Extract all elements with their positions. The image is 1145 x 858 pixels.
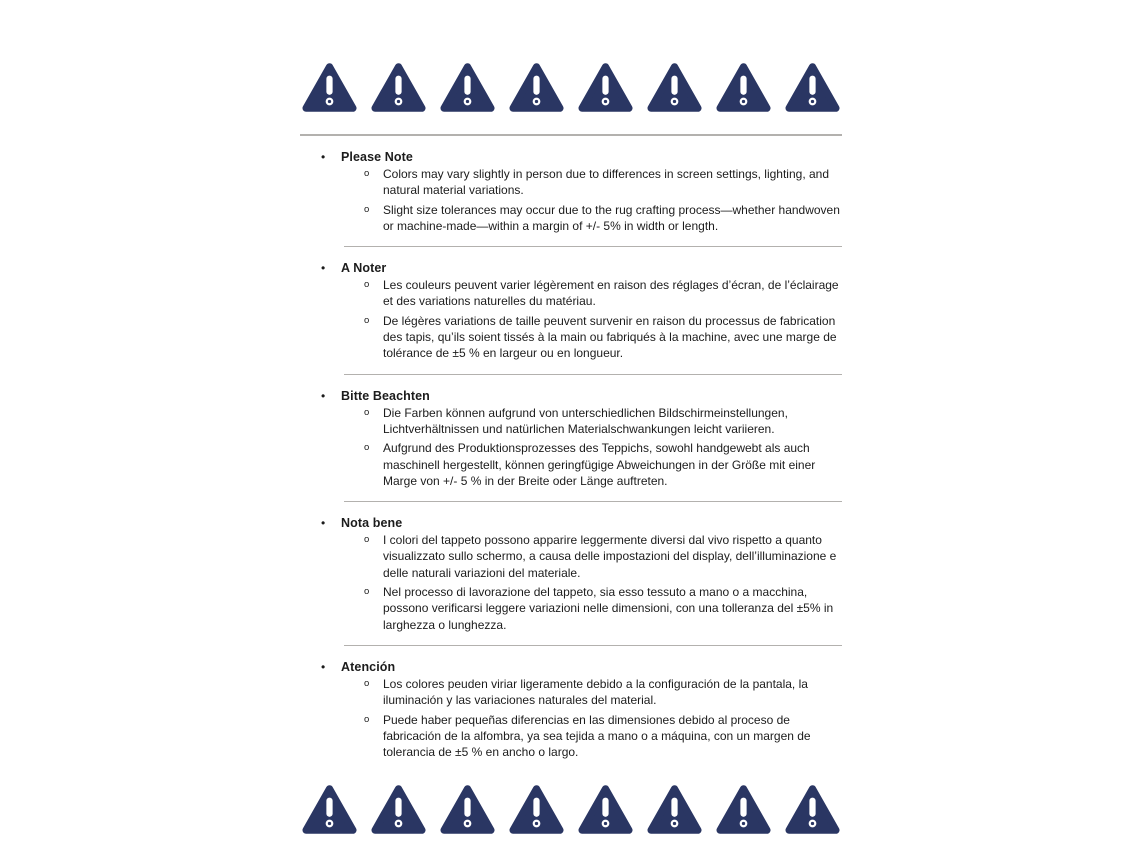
bullet-marker: •	[321, 388, 326, 403]
sub-bullet-marker: o	[364, 534, 370, 546]
bullet-marker: •	[321, 516, 326, 531]
warning-triangle-icon	[509, 784, 564, 835]
list-item-text: Colors may vary slightly in person due to differences in screen settings, lighting, and natural material variations.	[383, 167, 830, 198]
list-item-text: Puede haber pequeñas diferencias en las dimensiones debido al proceso de fabricación de la alfombra, ya sea tejida a mano o a máquina, con un margen de tolerancia de ±5 % en ancho o largo.	[383, 712, 811, 760]
warning-triangle-icon	[647, 784, 702, 835]
section-heading-row	[321, 261, 842, 275]
list-item	[364, 166, 842, 202]
notice-section-italian	[300, 516, 842, 646]
section-heading-row	[321, 150, 842, 164]
list-item	[364, 405, 842, 441]
list-item-text: I colori del tappeto possono apparire leggermente diversi dal vivo rispetto a quanto visualizzato sullo schermo, a causa delle impostazioni del display, dell’illuminazione e delle naturali variazioni del materiale.	[383, 533, 837, 580]
section-divider	[344, 374, 842, 375]
sub-bullet-marker: o	[364, 677, 370, 689]
warning-triangle-icon	[785, 784, 840, 835]
sub-bullet-marker: o	[364, 713, 370, 725]
sub-bullet-marker: o	[364, 586, 370, 598]
list-item	[364, 584, 842, 636]
warning-triangle-icon	[440, 62, 495, 113]
section-heading-row	[321, 660, 842, 674]
warning-triangle-icon	[578, 62, 633, 113]
list-item	[364, 202, 842, 238]
document-content-column	[300, 0, 842, 835]
list-item	[364, 313, 842, 365]
section-heading: A Noter	[341, 261, 387, 276]
warning-triangle-icon	[302, 784, 357, 835]
warning-triangle-icon	[716, 784, 771, 835]
warning-triangle-icon	[647, 62, 702, 113]
top-divider	[300, 134, 842, 136]
warning-icon-row-top	[300, 62, 842, 113]
section-divider	[344, 501, 842, 502]
sub-bullet-marker: o	[364, 168, 370, 179]
list-item	[364, 676, 842, 712]
warning-triangle-icon	[371, 784, 426, 835]
sub-bullet-marker: o	[364, 314, 370, 326]
section-heading-row	[321, 389, 842, 403]
list-item-text: Les couleurs peuvent varier légèrement en raison des réglages d’écran, de l’éclairage et des variations naturelles du matériau.	[383, 278, 839, 309]
warning-triangle-icon	[578, 784, 633, 835]
section-heading: Atención	[341, 659, 396, 674]
warning-icon-row-bottom	[300, 784, 842, 835]
list-item	[364, 440, 842, 492]
list-item	[364, 712, 842, 764]
warning-triangle-icon	[716, 62, 771, 113]
list-item-text: Nel processo di lavorazione del tappeto, sia esso tessuto a mano o a macchina, possono verificarsi leggere variazioni nelle dimensioni, con una tolleranza del ±5% in larghezza o lunghezza.	[383, 585, 834, 632]
list-item-text: Slight size tolerances may occur due to the rug crafting process—whether handwoven or machine-made—within a margin of +/- 5% in width or length.	[383, 202, 840, 233]
warning-triangle-icon	[509, 62, 564, 113]
list-item	[364, 532, 842, 584]
list-item-text: Los colores peuden viriar ligeramente debido a la configuración de la pantala, la iluminación y las variaciones naturales del material.	[383, 676, 808, 708]
section-divider	[344, 645, 842, 646]
warning-triangle-icon	[785, 62, 840, 113]
section-divider	[344, 246, 842, 247]
sub-bullet-marker: o	[364, 442, 370, 454]
section-heading-row	[321, 516, 842, 530]
bullet-marker: •	[321, 150, 326, 164]
notice-section-french	[300, 261, 842, 374]
section-heading: Please Note	[341, 150, 413, 164]
bullet-marker: •	[321, 261, 326, 276]
list-item-text: De légères variations de taille peuvent survenir en raison du processus de fabrication des tapis, qu’ils soient tissés à la main ou fabriqués à la machine, avec une marge de tolérance de ±5 % en largeur ou en longueur.	[383, 313, 837, 361]
list-item-text: Aufgrund des Produktionsprozesses des Teppichs, sowohl handgewebt als auch maschinell hergestellt, können geringfügige Abweichungen in der Größe mit einer Marge von +/- 5 % in der Breite oder Länge auftreten.	[383, 441, 816, 488]
list-item-text: Die Farben können aufgrund von unterschiedlichen Bildschirmeinstellungen, Lichtverhältnissen und natürlichen Materialschwankungen leicht variieren.	[383, 405, 788, 436]
notice-section-spanish	[300, 660, 842, 763]
bullet-marker: •	[321, 659, 326, 674]
notice-section-english	[300, 150, 842, 247]
list-item	[364, 277, 842, 313]
section-heading: Nota bene	[341, 516, 403, 531]
sub-bullet-marker: o	[364, 279, 370, 291]
warning-triangle-icon	[302, 62, 357, 113]
warning-triangle-icon	[440, 784, 495, 835]
notice-section-german	[300, 389, 842, 502]
sub-bullet-marker: o	[364, 203, 370, 215]
section-heading: Bitte Beachten	[341, 388, 430, 403]
warning-triangle-icon	[371, 62, 426, 113]
sub-bullet-marker: o	[364, 406, 370, 418]
